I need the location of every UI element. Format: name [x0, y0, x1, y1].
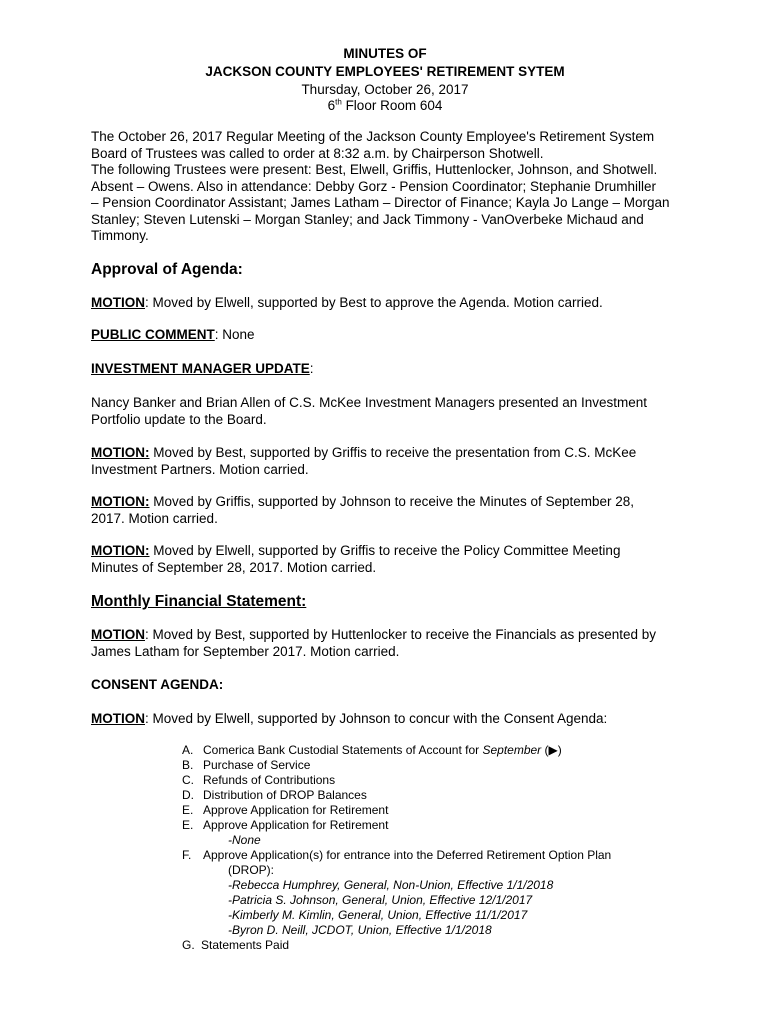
consent-item-text-cont: (DROP): [228, 863, 274, 877]
financial-heading: Monthly Financial Statement: [91, 593, 307, 610]
consent-item-letter: D. [182, 788, 194, 802]
investment-para-line: Nancy Banker and Brian Allen of C.S. McKee Investment Managers presented an Investment [91, 395, 648, 410]
intro-line: Absent – Owens. Also in attendance: Debby Gorz - Pension Coordinator; Stephanie Drumhiller [91, 179, 657, 194]
consent-item-letter: F. [182, 848, 192, 862]
motion-line: 2017. Motion carried. [91, 511, 218, 526]
approval-motion: MOTION: Moved by Elwell, supported by Best to approve the Agenda. Motion carried. [91, 295, 603, 310]
intro-line: The following Trustees were present: Best, Elwell, Griffis, Huttenlocker, Johnson, and Shotwell. [91, 162, 658, 177]
consent-item-letter: G. [182, 938, 195, 952]
consent-item-text: Approve Application for Retirement [203, 803, 389, 817]
consent-item-text: Comerica Bank Custodial Statements of Account for September (▶) [203, 743, 562, 757]
doc-title-line1: MINUTES OF [343, 46, 427, 61]
consent-heading: CONSENT AGENDA: [91, 677, 224, 692]
consent-motion: MOTION: Moved by Elwell, supported by Johnson to concur with the Consent Agenda: [91, 711, 608, 726]
consent-item-text: Statements Paid [201, 938, 290, 952]
consent-item-text: Approve Application for Retirement [203, 818, 389, 832]
investment-para-line: Portfolio update to the Board. [91, 412, 267, 427]
public-comment: PUBLIC COMMENT: None [91, 327, 255, 342]
intro-line: Timmony. [91, 228, 149, 243]
consent-item-text: Refunds of Contributions [203, 773, 336, 787]
drop-entry: -Patricia S. Johnson, General, Union, Effective 12/1/2017 [228, 893, 533, 907]
consent-item-text: Approve Application(s) for entrance into the Deferred Retirement Option Plan [203, 848, 612, 862]
motion-line: MOTION: Moved by Griffis, supported by Johnson to receive the Minutes of September 28, [91, 494, 635, 509]
motion-line: Investment Partners. Motion carried. [91, 462, 309, 477]
consent-item-text: Purchase of Service [203, 758, 311, 772]
meeting-date: Thursday, October 26, 2017 [301, 82, 469, 97]
consent-item-letter: A. [182, 743, 194, 757]
motion-line: MOTION: Moved by Best, supported by Griffis to receive the presentation from C.S. McKee [91, 445, 637, 460]
consent-item-letter: E. [182, 818, 194, 832]
approval-heading: Approval of Agenda: [91, 261, 243, 278]
consent-item-letter: B. [182, 758, 194, 772]
meeting-location: 6th Floor Room 604 [327, 97, 443, 113]
drop-entry: -Rebecca Humphrey, General, Non-Union, Effective 1/1/2018 [228, 878, 554, 892]
financial-motion: MOTION: Moved by Best, supported by Huttenlocker to receive the Financials as presented by [91, 627, 657, 642]
consent-item-letter: C. [182, 773, 194, 787]
intro-line: Stanley; Steven Lutenski – Morgan Stanley; and Jack Timmony - VanOverbeke Michaud and [91, 212, 644, 227]
motion-line: Minutes of September 28, 2017. Motion carried. [91, 560, 377, 575]
consent-item-text: Distribution of DROP Balances [203, 788, 367, 802]
drop-entry: -Kimberly M. Kimlin, General, Union, Effective 11/1/2017 [228, 908, 528, 922]
intro-line: – Pension Coordinator Assistant; James Latham – Director of Finance; Kayla Jo Lange – Morgan [91, 195, 670, 210]
intro-line: The October 26, 2017 Regular Meeting of the Jackson County Employee's Retirement System [91, 129, 655, 144]
drop-entry: -Byron D. Neill, JCDOT, Union, Effective 1/1/2018 [228, 923, 492, 937]
consent-none: -None [228, 833, 261, 847]
doc-title-line2: JACKSON COUNTY EMPLOYEES' RETIREMENT SYTEM [205, 64, 565, 79]
investment-heading: INVESTMENT MANAGER UPDATE: [91, 361, 314, 376]
intro-line: Board of Trustees was called to order at 8:32 a.m. by Chairperson Shotwell. [91, 146, 544, 161]
motion-line: MOTION: Moved by Elwell, supported by Griffis to receive the Policy Committee Meeting [91, 543, 621, 558]
financial-motion-cont: James Latham for September 2017. Motion carried. [91, 644, 400, 659]
consent-item-letter: E. [182, 803, 194, 817]
